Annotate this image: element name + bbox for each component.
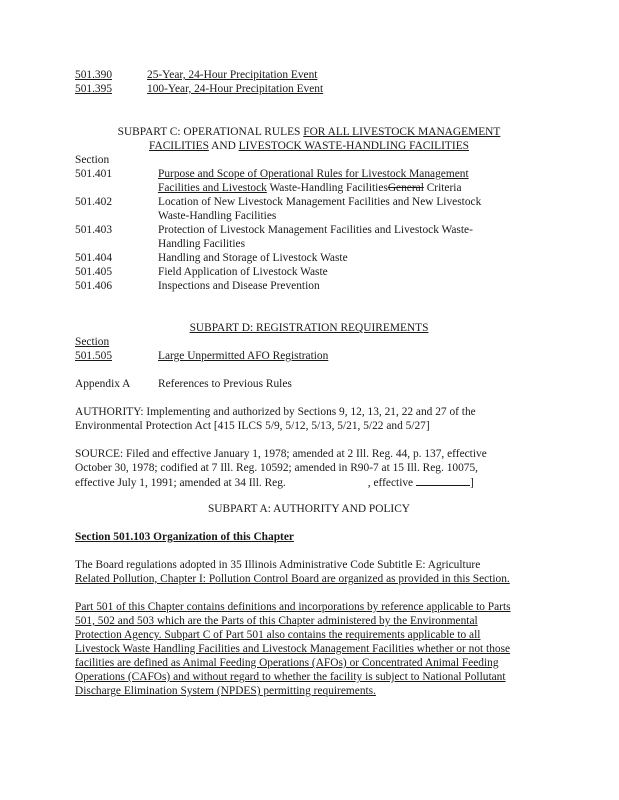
subpart-c-title <box>75 125 543 139</box>
section-title: Protection of Livestock Management Facilities and Livestock Waste- <box>158 224 473 236</box>
section-title: 25-Year, 24-Hour Precipitation Event <box>147 69 318 81</box>
paragraph-line: Related Pollution, Chapter I: Pollution Control Board are organized as provided in this Section. <box>75 573 510 585</box>
source-line-3a: effective July 1, 1991; amended at 34 Ill. Reg. <box>75 477 286 489</box>
authority-line: Environmental Protection Act [415 ILCS 5/9, 5/12, 5/13, 5/21, 5/22 and 5/27] <box>75 420 430 432</box>
subpart-c-title-prefix: SUBPART C: OPERATIONAL RULES <box>117 126 304 138</box>
authority-line: AUTHORITY: Implementing and authorized by Sections 9, 12, 13, 21, 22 and 27 of the <box>75 406 476 418</box>
subpart-c-title-u1: FACILITIES <box>149 140 209 152</box>
title-strike: General <box>387 182 424 194</box>
paragraph-line: The Board regulations adopted in 35 Illinois Administrative Code Subtitle E: Agriculture <box>75 559 481 571</box>
subpart-c-title-line2 <box>75 139 543 153</box>
subpart-d-title: SUBPART D: REGISTRATION REQUIREMENTS <box>189 322 429 334</box>
section-title-line2: Waste-Handling Facilities <box>158 210 277 222</box>
source-line: October 30, 1978; codified at 7 Ill. Reg. 10592; amended in R90-7 at 15 Ill. Reg. 10075, <box>75 462 479 474</box>
paragraph-line: Livestock Waste Handling Facilities and Livestock Management Facilities whether or not those <box>75 643 511 655</box>
section-number: 501.505 <box>75 350 113 362</box>
section-label: Section <box>75 154 110 166</box>
paragraph-line: Part 501 of this Chapter contains definitions and incorporations by reference applicable to Parts <box>75 601 511 613</box>
authority-note <box>75 405 545 433</box>
section-title: Location of New Livestock Management Facilities and New Livestock <box>158 196 482 208</box>
subpart-a-title: SUBPART A: AUTHORITY AND POLICY <box>207 503 411 515</box>
subpart-c-title-u2: LIVESTOCK WASTE-HANDLING FACILITIES <box>238 140 469 152</box>
section-title: Inspections and Disease Prevention <box>158 280 320 292</box>
section-number: 501.401 <box>75 168 113 180</box>
section-number: 501.403 <box>75 224 113 236</box>
section-title: Handling and Storage of Livestock Waste <box>158 252 348 264</box>
source-line-3-end: ] <box>469 477 474 489</box>
section-heading: Section 501.103 Organization of this Chapter <box>75 531 294 543</box>
source-note <box>75 447 545 490</box>
source-line-3b: , effective <box>367 477 414 489</box>
paragraph-line: Discharge Elimination System (NPDES) permitting requirements. <box>75 685 376 697</box>
section-label: Section <box>75 336 110 348</box>
section-title-text: 100-Year, 24-Hour Precipitation Event <box>147 83 324 95</box>
section-title-line2 <box>158 181 462 195</box>
source-line-3 <box>75 475 545 490</box>
title-rest: Waste-Handling Facilities <box>266 182 388 194</box>
section-title: Purpose and Scope of Operational Rules for Livestock Management <box>158 168 469 180</box>
source-line: SOURCE: Filed and effective January 1, 1978; amended at 2 Ill. Reg. 44, p. 137, effective <box>75 448 487 460</box>
paragraph <box>75 600 545 698</box>
section-number: 501.406 <box>75 280 113 292</box>
section-number: 501.390 <box>75 69 113 81</box>
section-number: 501.395 <box>75 83 113 95</box>
subpart-c-title-mid: AND <box>208 140 239 152</box>
title-underlined: Facilities and Livestock <box>158 182 267 194</box>
title-end: Criteria <box>423 182 462 194</box>
appendix-title: References to Previous Rules <box>158 378 292 390</box>
section-title <box>147 82 323 96</box>
blank-line <box>416 475 470 486</box>
section-number: 501.402 <box>75 196 113 208</box>
paragraph <box>75 558 545 586</box>
section-title: Field Application of Livestock Waste <box>158 266 328 278</box>
paragraph-line: Operations (CAFOs) and without regard to whether the facility is subject to National Pollutant <box>75 671 506 683</box>
section-title: Large Unpermitted AFO Registration <box>158 350 329 362</box>
appendix-label: Appendix A <box>75 378 131 390</box>
subpart-c-title-underlined: FOR ALL LIVESTOCK MANAGEMENT <box>303 126 501 138</box>
section-number: 501.405 <box>75 266 113 278</box>
paragraph-line: facilities are defined as Animal Feeding Operations (AFOs) or Concentrated Animal Feeding <box>75 657 499 669</box>
section-title-line2: Handling Facilities <box>158 238 245 250</box>
paragraph-line: 501, 502 and 503 which are the Parts of this Chapter administered by the Environmental <box>75 615 478 627</box>
paragraph-line: Protection Agency. Subpart C of Part 501 also contains the requirements applicable to all <box>75 629 481 641</box>
section-number: 501.404 <box>75 252 113 264</box>
